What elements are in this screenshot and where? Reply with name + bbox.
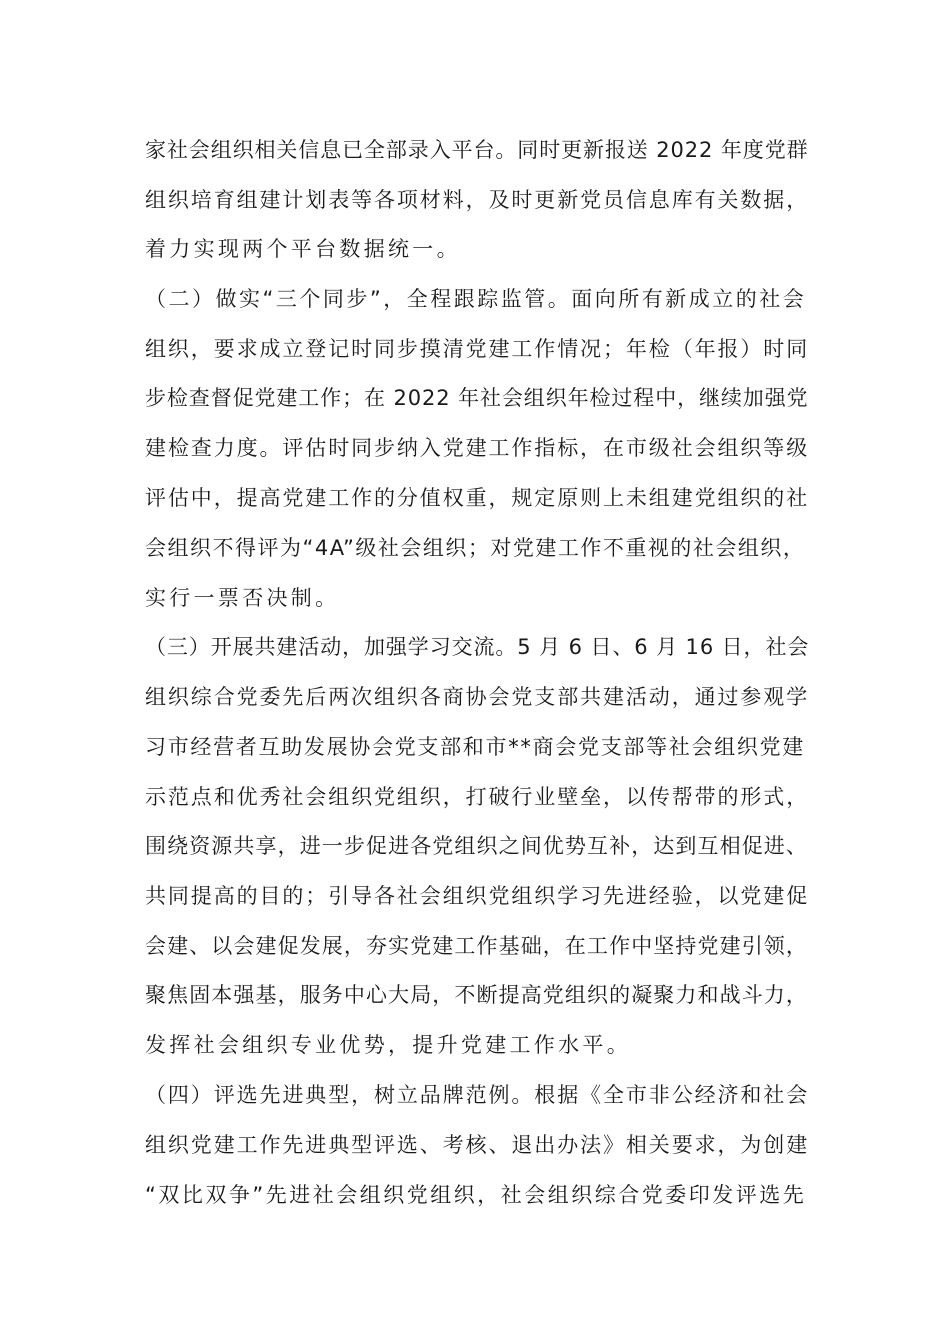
text-line: 聚焦固本强基，服务中心大局，不断提高党组织的凝聚力和战斗力， bbox=[145, 983, 808, 1007]
text-line: 组织综合党委先后两次组织各商协会党支部共建活动，通过参观学 bbox=[145, 685, 810, 709]
text-line: 评估中，提高党建工作的分值权重，规定原则上未组建党组织的社 bbox=[145, 486, 810, 510]
text-line: 组织党建工作先进典型评选、考核、退出办法》相关要求，为创建 bbox=[145, 1133, 810, 1157]
text-line: 围绕资源共享，进一步促进各党组织之间优势互补，达到互相促进、 bbox=[145, 834, 808, 858]
text-line: 家社会组织相关信息已全部录入平台。同时更新报送 2022 年度党群 bbox=[145, 138, 809, 162]
paragraph-heading-line: （二）做实“三个同步”，全程跟踪监管。面向所有新成立的社会 bbox=[145, 287, 807, 311]
text-line: 会建、以会建促发展，夯实党建工作基础，在工作中坚持党建引领， bbox=[145, 934, 808, 958]
text-line: 组织，要求成立登记时同步摸清党建工作情况；年检（年报）时同 bbox=[145, 337, 810, 361]
text-line: 发挥社会组织专业优势，提升党建工作水平。 bbox=[145, 1033, 631, 1057]
text-line: 习市经营者互助发展协会党支部和市**商会党支部等社会组织党建 bbox=[145, 735, 805, 759]
text-line: 共同提高的目的；引导各社会组织党组织学习先进经验，以党建促 bbox=[145, 884, 810, 908]
paragraph-heading-line: （四）评选先进典型，树立品牌范例。根据《全市非公经济和社会 bbox=[145, 1083, 810, 1107]
text-line: 示范点和优秀社会组织党组织，打破行业壁垒，以传帮带的形式， bbox=[145, 785, 810, 809]
paragraph-heading-line: （三）开展共建活动，加强学习交流。5 月 6 日、6 月 16 日，社会 bbox=[145, 635, 810, 659]
text-line: 组织培育组建计划表等各项材料，及时更新党员信息库有关数据， bbox=[145, 188, 810, 212]
text-line: 建检查力度。评估时同步纳入党建工作指标，在市级社会组织等级 bbox=[145, 436, 810, 460]
text-line: 着力实现两个平台数据统一。 bbox=[145, 237, 461, 261]
text-line: 会组织不得评为“4A”级社会组织；对党建工作不重视的社会组织， bbox=[145, 536, 806, 560]
text-line: 步检查督促党建工作；在 2022 年社会组织年检过程中，继续加强党 bbox=[145, 386, 809, 410]
text-line: “双比双争”先进社会组织党组织，社会组织综合党委印发评选先 bbox=[145, 1183, 807, 1207]
text-line: 实行一票否决制。 bbox=[145, 586, 340, 610]
